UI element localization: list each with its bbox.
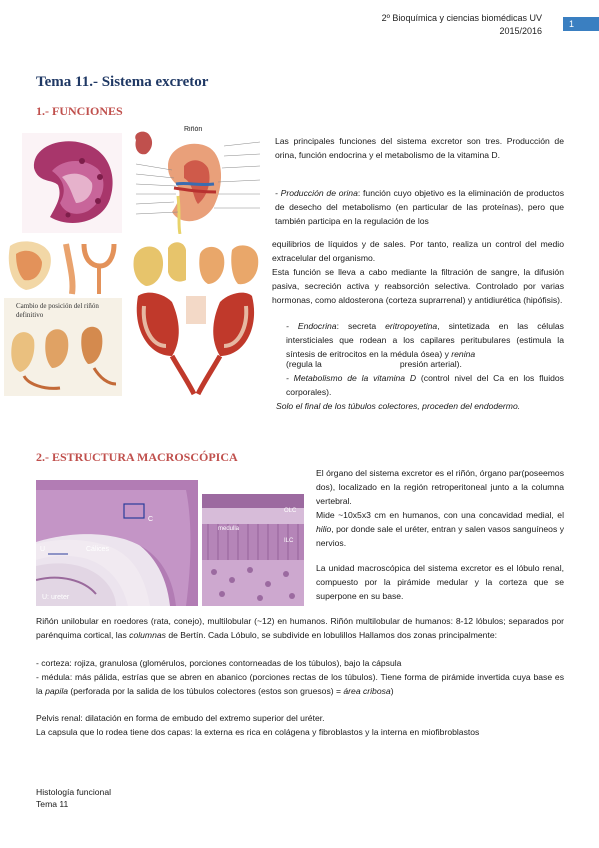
cortex-medulla-micrograph bbox=[202, 494, 304, 606]
endoderm-note bbox=[276, 399, 576, 413]
capsule-paragraph bbox=[36, 725, 576, 739]
medulla-text-c: ) bbox=[390, 686, 394, 697]
section1-heading: 1.- FUNCIONES bbox=[36, 104, 123, 118]
endocrine-renin: renina bbox=[451, 349, 476, 360]
medulla-text-b: (perforada por la salida de los túbulos colectores (estos son gruesos) = bbox=[68, 686, 344, 697]
fig-medulla-label: medulla bbox=[218, 526, 240, 532]
section2-heading: 2.- ESTRUCTURA MACROSCÓPICA bbox=[36, 450, 238, 464]
kidney-organ-text: El órgano del sistema excretor es el riñón, órgano par(poseemos dos), localizado en la región retroperitoneal junto a la columna vertebral. bbox=[316, 468, 564, 507]
fig-c-label: C bbox=[148, 516, 154, 523]
kidney-anatomy-diagram bbox=[128, 126, 264, 234]
migration-caption: Cambio de posición del riñón definitivo bbox=[16, 302, 99, 319]
functions-intro bbox=[275, 134, 564, 162]
vitamin-d-text: (control nivel del Ca en los fluidos corporales). bbox=[286, 373, 564, 398]
kidney-hilum: hilio bbox=[316, 524, 332, 535]
fig-calices-label: Cálices bbox=[86, 546, 109, 553]
fig-olc-label: OLC bbox=[284, 508, 297, 514]
footer-subject: Histología funcional bbox=[36, 787, 112, 797]
kidney-section-photo bbox=[22, 133, 122, 233]
kidney-development-diagram bbox=[128, 236, 264, 396]
papilla: papila bbox=[45, 686, 69, 697]
page-header bbox=[382, 12, 542, 38]
header-year: 2015/2016 bbox=[499, 26, 542, 36]
kidney-diagram-title: Riñón bbox=[184, 126, 203, 133]
urine-production-continuation bbox=[272, 237, 564, 265]
header-course: 2º Bioquímica y ciencias biomédicas UV bbox=[381, 13, 542, 23]
renal-pelvis-text: Pelvis renal: dilatación en forma de embudo del extremo superior del uréter. bbox=[36, 713, 325, 723]
endocrine-text-c1: (regula la bbox=[286, 359, 322, 369]
kidney-size-paragraph bbox=[316, 508, 564, 551]
endocrine-text-a: : secreta bbox=[336, 321, 386, 331]
page-footer bbox=[36, 786, 111, 810]
endocrine-text-c2: presión arterial). bbox=[399, 359, 462, 369]
page-title: Tema 11.- Sistema excretor bbox=[36, 74, 209, 90]
filtration-text: Esta función se lleva a cabo mediante la filtración de sangre, la difusión pasiva, secreción activa y reabsorción selectiva. Controlado por varias hormonas, como aldosterona (corteza suprarrenal) y antidiurética (hipófisis). bbox=[272, 267, 564, 306]
urine-production-text: : función cuyo objetivo es la eliminación de productos de desecho del metabolismo (en particular de las proteínas), pero que también participa en la regulación de los bbox=[275, 188, 565, 227]
capsule-text: La capsula que lo rodea tiene dos capas: la externa es rica en colágena y fibroblastos y la interna en miofibroblastos bbox=[36, 727, 480, 737]
cortex-paragraph bbox=[36, 656, 564, 670]
filtration-paragraph bbox=[272, 265, 564, 308]
kidney-migration-diagram bbox=[4, 298, 122, 396]
endocrine-renin-line bbox=[286, 357, 564, 371]
kidney-size-text-b: , por donde sale el uréter, entran y salen vasos sanguíneos y nervios. bbox=[316, 524, 564, 549]
endocrine-paragraph bbox=[286, 319, 564, 362]
endocrine-label: - Endocrina bbox=[286, 321, 337, 331]
functions-intro-text: Las principales funciones del sistema excretor son tres. Producción de orina, función endocrina y el metabolismo de la vitamina D. bbox=[275, 136, 564, 161]
fig-ilc-label: ILC bbox=[284, 538, 294, 544]
embryo-kidney-diagram bbox=[4, 236, 122, 296]
page-number-badge: 1 bbox=[563, 17, 599, 31]
lobulation-text-b: de Bertín. Cada Lóbulo, se subdivide en lobulillos Hallamos dos zonas principalmente: bbox=[165, 630, 497, 641]
footer-topic: Tema 11 bbox=[36, 799, 69, 809]
urine-production-cont-text: equilibrios de líquidos y de sales. Por tanto, realiza un control del medio extracelular del organismo. bbox=[272, 239, 564, 264]
vitamin-d-label: - Metabolismo de la vitamina D bbox=[286, 373, 417, 383]
fig-ureter-label: U: ureter bbox=[42, 594, 70, 601]
fig-u-label: U bbox=[40, 546, 46, 553]
kidney-histology-photo bbox=[36, 480, 198, 606]
kidney-organ-paragraph bbox=[316, 466, 564, 509]
area-cribosa: área cribosa bbox=[343, 686, 391, 697]
endocrine-epo: eritropoyetina bbox=[385, 321, 438, 331]
renal-lobe-text: La unidad macroscópica del sistema excretor es el lóbulo renal, compuesto por la pirámide medular y la corteza que se superpone en su base. bbox=[316, 563, 564, 602]
endocrine-text-b: , sintetizada en las células intersticiales que rodean a los capilares peritubulares (estimula la síntesis de eritrocitos en la médula ósea) y bbox=[286, 321, 564, 360]
cortex-text: - corteza: rojiza, granulosa (glomérulos, porciones contorneadas de los túbulos), bajo la cápsula bbox=[36, 658, 402, 668]
kidney-size-text-a: Mide ~10x5x3 cm en humanos, con una concavidad medial, el bbox=[316, 510, 564, 520]
renal-lobe-paragraph bbox=[316, 561, 564, 604]
renal-pelvis-paragraph bbox=[36, 711, 564, 725]
urine-production-label: - Producción de orina bbox=[275, 188, 358, 198]
endoderm-note-text: Solo el final de los túbulos colectores, proceden del endodermo. bbox=[276, 401, 521, 411]
medulla-paragraph bbox=[36, 670, 564, 698]
vitamin-d-paragraph bbox=[286, 371, 564, 399]
bertin-columns: columnas bbox=[129, 630, 166, 641]
urine-production-paragraph bbox=[275, 186, 564, 229]
medulla-text-a: - médula: más pálida, estrías que se abren en abanico (porciones rectas de los túbulos). Tiene forma de pirámide invertida cuya base es la bbox=[36, 672, 564, 697]
lobulation-paragraph bbox=[36, 614, 564, 642]
lobulation-text-a: Riñón unilobular en roedores (rata, conejo), multilobular (~12) en humanos. Riñón multilobular de humanos: 8-12 lóbulos; separados por parénquima cortical, las bbox=[36, 616, 564, 641]
